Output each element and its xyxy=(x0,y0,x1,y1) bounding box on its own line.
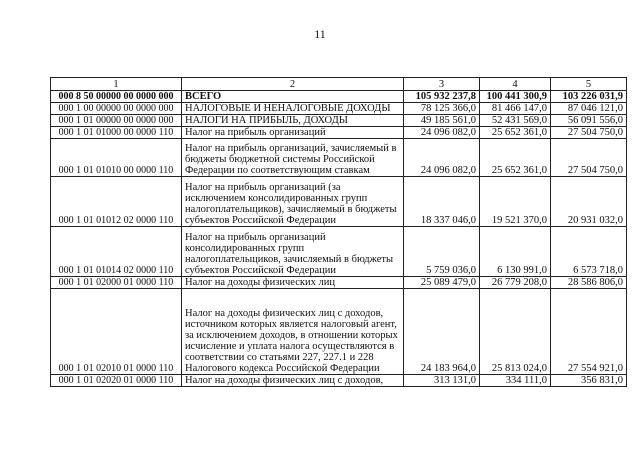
item-name-cell: Налог на доходы физических лиц с доходов, источником которых является налоговый агент, за исключением доходов, в отношении которых исчисление и уплата налога осуществляются в соответствии со статьями 227, 227.1 и 228 Налогового кодекса Российской Федерации xyxy=(182,289,404,375)
item-name-cell: ВСЕГО xyxy=(182,91,404,103)
budget-code-cell: 000 1 01 01014 02 0000 110 xyxy=(51,227,182,277)
budget-code-cell: 000 1 01 01010 00 0000 110 xyxy=(51,139,182,177)
table-row xyxy=(51,91,627,103)
item-name-cell: НАЛОГОВЫЕ И НЕНАЛОГОВЫЕ ДОХОДЫ xyxy=(182,103,404,115)
value-cell-col5: 6 573 718,0 xyxy=(551,227,627,277)
item-name-cell: Налог на доходы физических лиц с доходов, xyxy=(182,375,404,387)
value-cell-col5: 27 554 921,0 xyxy=(551,289,627,375)
value-cell-col3: 24 183 964,0 xyxy=(404,289,480,375)
value-cell-col3: 24 096 082,0 xyxy=(404,139,480,177)
value-cell-col4: 25 813 024,0 xyxy=(480,289,551,375)
budget-code-cell: 000 1 01 02010 01 0000 110 xyxy=(51,289,182,375)
table-row xyxy=(51,115,627,127)
budget-table xyxy=(50,77,627,387)
table-row xyxy=(51,139,627,177)
item-name-cell: НАЛОГИ НА ПРИБЫЛЬ, ДОХОДЫ xyxy=(182,115,404,127)
value-cell-col3: 18 337 046,0 xyxy=(404,177,480,227)
item-name-cell: Налог на прибыль организаций консолидированных групп налогоплательщиков, зачисляемый в бюджеты субъектов Российской Федерации xyxy=(182,227,404,277)
column-header: 2 xyxy=(182,78,404,91)
value-cell-col4: 6 130 991,0 xyxy=(480,227,551,277)
value-cell-col4: 26 779 208,0 xyxy=(480,277,551,289)
column-header: 5 xyxy=(551,78,627,91)
value-cell-col3: 49 185 561,0 xyxy=(404,115,480,127)
budget-code-cell: 000 1 00 00000 00 0000 000 xyxy=(51,103,182,115)
item-name-cell: Налог на прибыль организаций xyxy=(182,127,404,139)
value-cell-col3: 5 759 036,0 xyxy=(404,227,480,277)
value-cell-col3: 25 089 479,0 xyxy=(404,277,480,289)
table-row xyxy=(51,227,627,277)
value-cell-col3: 313 131,0 xyxy=(404,375,480,387)
value-cell-col4: 19 521 370,0 xyxy=(480,177,551,227)
value-cell-col5: 87 046 121,0 xyxy=(551,103,627,115)
table-row xyxy=(51,103,627,115)
table-row xyxy=(51,375,627,387)
column-header: 1 xyxy=(51,78,182,91)
budget-code-cell: 000 1 01 01012 02 0000 110 xyxy=(51,177,182,227)
budget-code-cell: 000 1 01 00000 00 0000 000 xyxy=(51,115,182,127)
budget-code-cell: 000 8 50 00000 00 0000 000 xyxy=(51,91,182,103)
value-cell-col4: 334 111,0 xyxy=(480,375,551,387)
budget-code-cell: 000 1 01 02000 01 0000 110 xyxy=(51,277,182,289)
table-row xyxy=(51,277,627,289)
budget-code-cell: 000 1 01 02020 01 0000 110 xyxy=(51,375,182,387)
column-header: 3 xyxy=(404,78,480,91)
table-row xyxy=(51,177,627,227)
value-cell-col5: 27 504 750,0 xyxy=(551,139,627,177)
page-number: 11 xyxy=(314,27,326,41)
value-cell-col4: 52 431 569,0 xyxy=(480,115,551,127)
table-body xyxy=(51,91,627,387)
table-row xyxy=(51,289,627,375)
table-row xyxy=(51,127,627,139)
item-name-cell: Налог на прибыль организаций (за исключением консолидированных групп налогоплательщиков), зачисляемый в бюджеты субъектов Российской Федерации xyxy=(182,177,404,227)
budget-code-cell: 000 1 01 01000 00 0000 110 xyxy=(51,127,182,139)
value-cell-col5: 56 091 556,0 xyxy=(551,115,627,127)
column-header: 4 xyxy=(480,78,551,91)
value-cell-col4: 100 441 300,9 xyxy=(480,91,551,103)
value-cell-col5: 103 226 031,9 xyxy=(551,91,627,103)
value-cell-col5: 28 586 806,0 xyxy=(551,277,627,289)
value-cell-col3: 105 932 237,8 xyxy=(404,91,480,103)
item-name-cell: Налог на доходы физических лиц xyxy=(182,277,404,289)
value-cell-col5: 20 931 032,0 xyxy=(551,177,627,227)
value-cell-col4: 25 652 361,0 xyxy=(480,139,551,177)
table-header-row xyxy=(51,78,627,91)
value-cell-col5: 356 831,0 xyxy=(551,375,627,387)
value-cell-col4: 81 466 147,0 xyxy=(480,103,551,115)
value-cell-col3: 78 125 366,0 xyxy=(404,103,480,115)
value-cell-col3: 24 096 082,0 xyxy=(404,127,480,139)
value-cell-col5: 27 504 750,0 xyxy=(551,127,627,139)
value-cell-col4: 25 652 361,0 xyxy=(480,127,551,139)
item-name-cell: Налог на прибыль организаций, зачисляемый в бюджеты бюджетной системы Российской Федерации по соответствующим ставкам xyxy=(182,139,404,177)
